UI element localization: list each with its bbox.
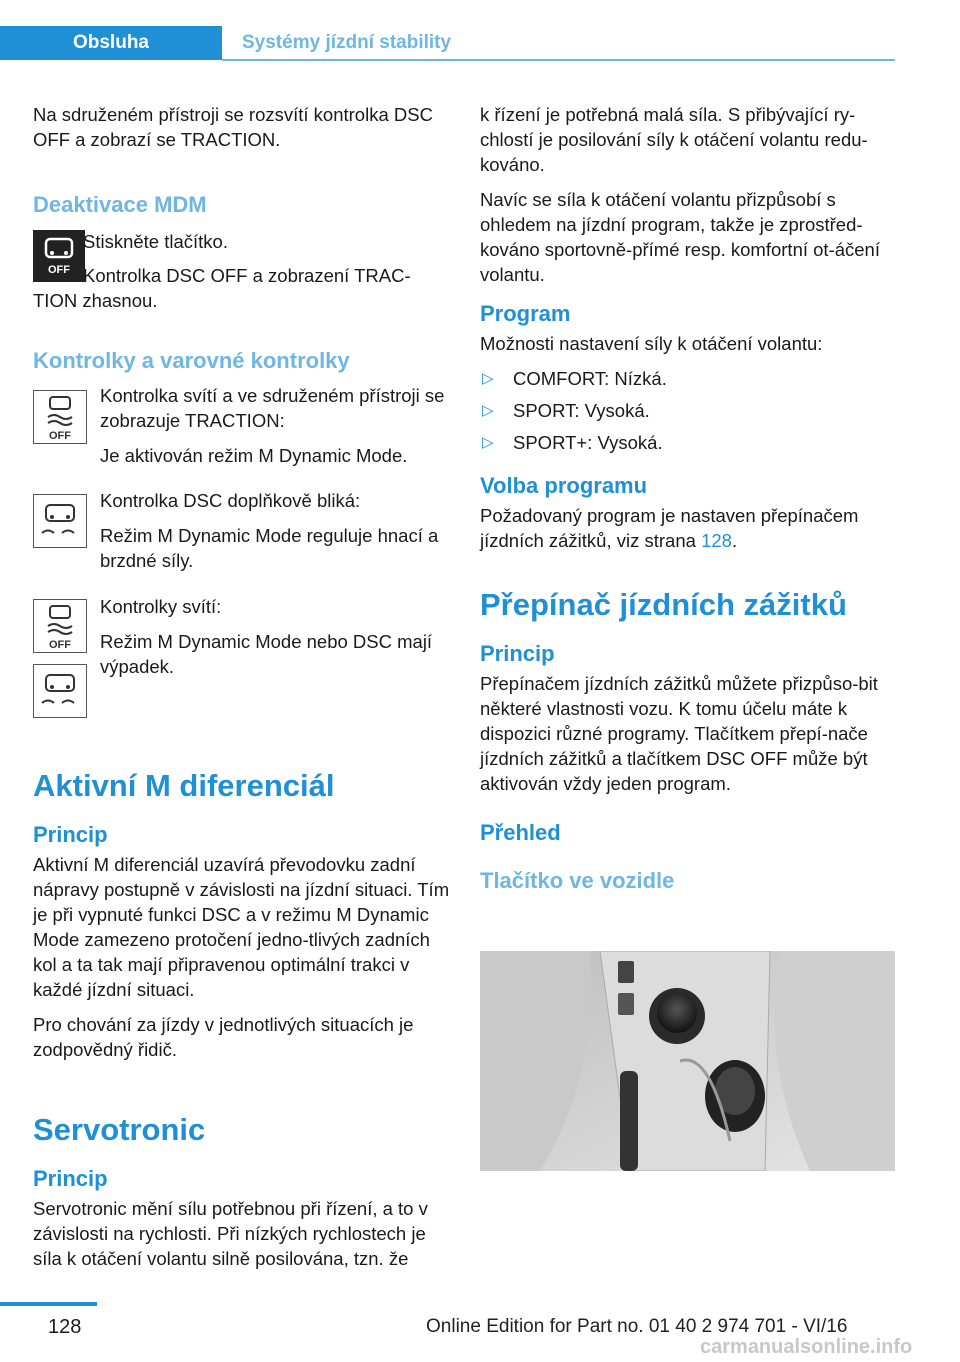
- volba-end: .: [731, 530, 738, 551]
- list-item: [480, 430, 895, 455]
- page-link-128[interactable]: 128: [701, 530, 732, 551]
- prepinac-paragraph: Přepínačem jízdních zážitků můžete přizpůso‐bit některé vlastnosti vozu. K tomu účelu máte k dispozici různé programy. Tlačítkem přepí‐nače jízdních zážitků a tlačítkem DSC OFF může být aktivován vždy jeden program.: [480, 673, 878, 794]
- deaktivace-step-2: Kontrolka DSC OFF a zobrazení TRAC‐TION zhasnou.: [33, 265, 411, 311]
- indicator-2-text: [100, 488, 451, 583]
- section-servotronic: [33, 1112, 451, 1281]
- svg-text:OFF: OFF: [49, 639, 71, 651]
- indicator-2-state: Režim M Dynamic Mode reguluje hnací a brzdné síly.: [100, 525, 439, 571]
- deaktivace-step-1: Stiskněte tlačítko.: [83, 231, 228, 252]
- triangle-bullet-icon: ▷: [482, 370, 494, 387]
- volba-heading: Volba programu: [480, 473, 648, 498]
- diferencial-paragraph-1: Aktivní M diferenciál uzavírá převodovku zadní nápravy postupně v závislosti na jízdní situaci. Tím je při vypnuté funkci DSC a v režimu M Dynamic Mode zamezeno protočení jedno‐tlivých zadních kol a ta tak mají připravenou optimální trakci v každé jízdní situaci.: [33, 854, 450, 1000]
- diferencial-princip-heading: Princip: [33, 822, 108, 847]
- traction-off-indicator-icon: [33, 390, 87, 444]
- program-item-text: SPORT+: Vysoká.: [513, 432, 663, 453]
- edition-text: Online Edition for Part no. 01 40 2 974 701 - VI/16: [426, 1316, 848, 1337]
- intro-text: Na sdruženém přístroji se rozsvítí kontrolka DSC OFF a zobrazí se TRACTION.: [33, 104, 433, 150]
- tab-systemy-jizdni-stability[interactable]: Systémy jízdní stability: [242, 32, 452, 53]
- servotronic-heading: Servotronic: [33, 1112, 206, 1147]
- indicator-3-desc: Kontrolky svítí:: [100, 596, 222, 617]
- right-column: [480, 102, 895, 894]
- center-console-photo: [480, 951, 895, 1171]
- servotronic-paragraph-1: Servotronic mění sílu potřebnou při řízení, a to v závislosti na rychlosti. Při nízkých rychlostech je síla k otáčení volantu silně posilována, tzn. že: [33, 1198, 428, 1269]
- triangle-bullet-icon: ▷: [482, 434, 494, 451]
- volba-paragraph: [480, 503, 895, 553]
- deaktivace-heading: Deaktivace MDM: [33, 192, 207, 217]
- prehled-heading: Přehled: [480, 820, 561, 845]
- dsc-slip-indicator-icon: [33, 494, 87, 548]
- section-kontrolky: [33, 348, 451, 374]
- tab-obsluha[interactable]: Obsluha: [0, 26, 222, 60]
- prepinac-princip-heading: Princip: [480, 641, 555, 666]
- list-item: [480, 398, 895, 423]
- header-divider: [222, 59, 895, 61]
- program-item-text: SPORT: Vysoká.: [513, 400, 650, 421]
- indicator-1-text: [100, 383, 451, 478]
- watermark: carmanualsonline.info: [700, 1336, 913, 1358]
- kontrolky-heading: Kontrolky a varovné kontrolky: [33, 348, 350, 373]
- deaktivace-steps: [83, 229, 451, 262]
- program-heading: Program: [480, 301, 571, 326]
- program-item-text: COMFORT: Nízká.: [513, 368, 667, 389]
- servotronic-continued: k řízení je potřebná malá síla. S přibývající ry‐chlostí je posilování síly k otáčení volantu redu‐kováno.: [480, 104, 868, 175]
- page-number: 128: [48, 1316, 82, 1338]
- dsc-failure-icon: [33, 664, 87, 718]
- page-header: [0, 26, 895, 60]
- indicator-2-desc: Kontrolka DSC doplňkově bliká:: [100, 490, 361, 511]
- deaktivace-step-2-wrap: [33, 263, 451, 323]
- section-deaktivace: [33, 192, 451, 218]
- traction-off-failure-icon: [33, 599, 87, 653]
- footer-divider: [0, 1302, 97, 1306]
- list-item: [480, 366, 895, 391]
- prepinac-heading: Přepínač jízdních zážitků: [480, 587, 847, 622]
- servotronic-princip-heading: Princip: [33, 1166, 108, 1191]
- svg-text:OFF: OFF: [49, 430, 71, 442]
- triangle-bullet-icon: ▷: [482, 402, 494, 419]
- servotronic-paragraph-2: Navíc se síla k otáčení volantu přizpůsobí s ohledem na jízdní program, takže je zprostřed‐kováno sportovně-přímé resp. komfortní ot‐áčení volantu.: [480, 189, 880, 285]
- volba-text: Požadovaný program je nastaven přepínačem jízdních zážitků, viz strana: [480, 505, 859, 551]
- indicator-1-state: Je aktivován režim M Dynamic Mode.: [100, 445, 408, 466]
- indicator-3-text: [100, 594, 451, 689]
- diferencial-paragraph-2: Pro chování za jízdy v jednotlivých situacích je zodpovědný řidič.: [33, 1014, 414, 1060]
- tlacitko-heading: Tlačítko ve vozidle: [480, 868, 675, 893]
- program-list: [480, 366, 895, 455]
- svg-text:OFF: OFF: [48, 264, 70, 276]
- program-intro: Možnosti nastavení síly k otáčení volantu:: [480, 333, 823, 354]
- left-column: [33, 102, 451, 162]
- diferencial-heading: Aktivní M diferenciál: [33, 768, 335, 803]
- indicator-1-desc: Kontrolka svítí a ve sdruženém přístroji se zobrazuje TRACTION:: [100, 385, 445, 431]
- indicator-3-state: Režim M Dynamic Mode nebo DSC mají výpadek.: [100, 631, 433, 677]
- section-diferencial: [33, 768, 451, 1072]
